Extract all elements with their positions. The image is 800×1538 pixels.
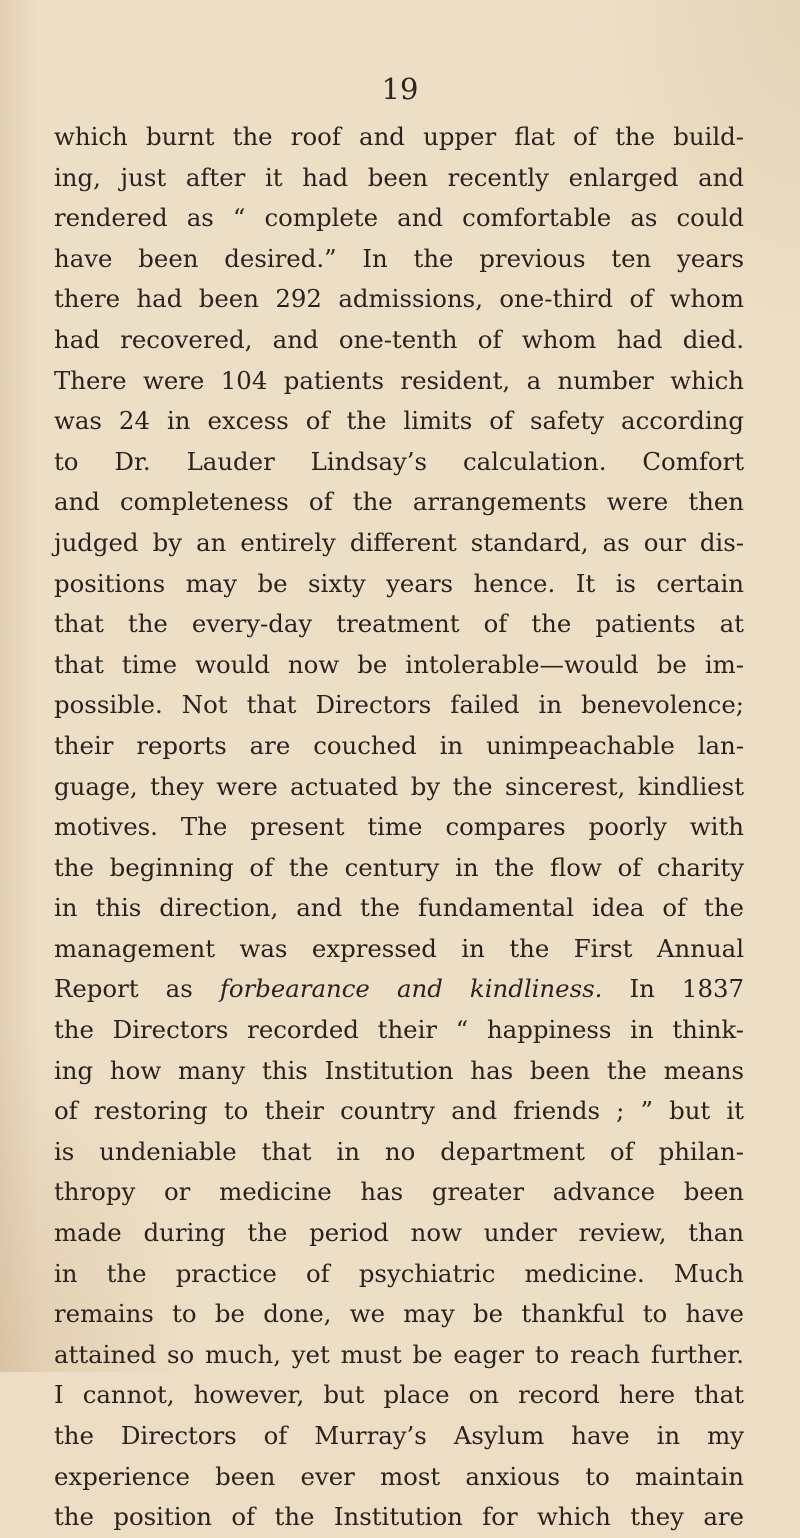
text-line: ing how many this Institution has been the means — [54, 1055, 744, 1085]
text-line: judged by an entirely different standard, as our dis- — [54, 527, 744, 557]
text-line: I cannot, however, but place on record here that — [54, 1380, 744, 1410]
text-line: had recovered, and one-tenth of whom had died. — [54, 324, 744, 354]
text-line: ing, just after it had been recently enlarged and — [54, 162, 744, 192]
text-line: that the every-day treatment of the patients at — [54, 609, 744, 639]
text-line: management was expressed in the First Annual — [54, 933, 744, 963]
text-line: is undeniable that in no department of philan- — [54, 1136, 744, 1166]
text-line: experience been ever most anxious to maintain — [54, 1461, 744, 1491]
text-line: and completeness of the arrangements were then — [54, 487, 744, 517]
text-line: which burnt the roof and upper flat of the build- — [54, 122, 744, 151]
text-line: positions may be sixty years hence. It is certain — [54, 568, 744, 598]
text-line: guage, they were actuated by the sincerest, kindliest — [54, 771, 744, 801]
text-line: attained so much, yet must be eager to reach further. — [54, 1339, 744, 1369]
text-segment: Report as — [54, 974, 220, 1004]
text-line: their reports are couched in unimpeachable lan- — [54, 730, 744, 760]
text-segment: In 1837 — [602, 974, 745, 1004]
text-line: rendered as “ complete and comfortable as could — [54, 203, 744, 233]
text-line: the beginning of the century in the flow of charity — [54, 852, 744, 882]
text-line: in this direction, and the fundamental idea of the — [54, 893, 744, 923]
text-line: remains to be done, we may be thankful to have — [54, 1299, 744, 1329]
text-line: possible. Not that Directors failed in benevolence; — [54, 690, 744, 720]
page-number: 19 — [381, 72, 419, 106]
text-line: there had been 292 admissions, one-third of whom — [54, 284, 744, 314]
text-line: the position of the Institution for which they are — [54, 1502, 744, 1532]
text-line: the Directors recorded their “ happiness in think- — [54, 1015, 744, 1045]
text-line: was 24 in excess of the limits of safety according — [54, 406, 744, 436]
text-line: to Dr. Lauder Lindsay’s calculation. Comfort — [54, 446, 744, 476]
text-line: made during the period now under review, than — [54, 1218, 744, 1248]
text-line: that time would now be intolerable—would be im- — [54, 649, 744, 679]
text-line: motives. The present time compares poorly with — [54, 812, 744, 842]
italic-emphasis: forbearance and kindliness. — [219, 974, 603, 1004]
body-paragraph — [54, 117, 744, 1538]
text-line: There were 104 patients resident, a number which — [54, 365, 744, 395]
text-line: in the practice of psychiatric medicine. Much — [54, 1258, 744, 1288]
text-line: have been desired.” In the previous ten years — [54, 243, 744, 273]
text-line-with-emphasis — [54, 969, 744, 1010]
text-line: of restoring to their country and friends ; ” but it — [54, 1096, 744, 1126]
text-line: the Directors of Murray’s Asylum have in my — [54, 1421, 744, 1450]
text-line: thropy or medicine has greater advance been — [54, 1177, 744, 1207]
